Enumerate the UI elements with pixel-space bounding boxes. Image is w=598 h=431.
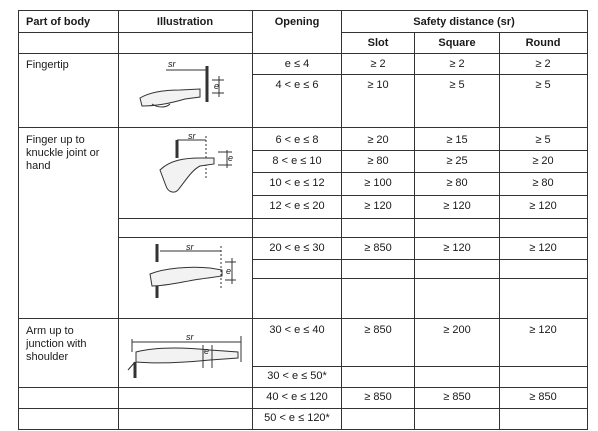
header-round: Round xyxy=(525,37,561,49)
row-9-square: ≥ 850 xyxy=(443,391,471,403)
row-1-opening: 4 < e ≤ 6 xyxy=(275,79,319,91)
row-0-round: ≥ 2 xyxy=(535,58,551,70)
row-4-square: ≥ 80 xyxy=(446,177,468,189)
row-9-round: ≥ 850 xyxy=(529,391,557,403)
sr-label-3: sr xyxy=(186,242,194,252)
row-3-square: ≥ 25 xyxy=(446,155,468,167)
row-5-slot: ≥ 120 xyxy=(364,200,392,212)
row-7-slot: ≥ 850 xyxy=(364,324,392,336)
row-10-opening: 50 < e ≤ 120* xyxy=(264,412,330,424)
row-2-slot: ≥ 20 xyxy=(367,134,389,146)
body-part-fingertip: Fingertip xyxy=(26,59,69,71)
header-slot: Slot xyxy=(367,37,389,49)
body-part-finger: Finger up to knuckle joint or hand xyxy=(26,134,100,172)
hand-illustration xyxy=(160,136,232,192)
row-1-square: ≥ 5 xyxy=(449,79,465,91)
row-1-round: ≥ 5 xyxy=(535,79,551,91)
header-square: Square xyxy=(438,37,476,49)
sr-label-1: sr xyxy=(168,59,176,69)
row-3-round: ≥ 20 xyxy=(532,155,554,167)
row-5-square: ≥ 120 xyxy=(443,200,471,212)
header-part-of-body: Part of body xyxy=(26,16,91,28)
row-2-round: ≥ 5 xyxy=(535,134,551,146)
fingertip-illustration xyxy=(140,66,224,107)
row-4-opening: 10 < e ≤ 12 xyxy=(269,177,325,189)
row-8-opening: 30 < e ≤ 50* xyxy=(267,370,327,382)
row-3-opening: 8 < e ≤ 10 xyxy=(272,155,322,167)
row-0-opening: e ≤ 4 xyxy=(284,58,310,70)
row-4-round: ≥ 80 xyxy=(532,177,554,189)
e-label-3: e xyxy=(226,266,232,276)
row-0-slot: ≥ 2 xyxy=(370,58,386,70)
row-9-opening: 40 < e ≤ 120 xyxy=(266,391,328,403)
row-4-slot: ≥ 100 xyxy=(364,177,392,189)
sr-label-4: sr xyxy=(186,332,194,342)
row-0-square: ≥ 2 xyxy=(449,58,465,70)
row-7-square: ≥ 200 xyxy=(443,324,471,336)
row-6-slot: ≥ 850 xyxy=(364,242,392,254)
header-illustration: Illustration xyxy=(156,16,214,28)
row-3-slot: ≥ 80 xyxy=(367,155,389,167)
row-2-square: ≥ 15 xyxy=(446,134,468,146)
row-1-slot: ≥ 10 xyxy=(367,79,389,91)
header-safety-distance: Safety distance (sr) xyxy=(413,16,515,28)
row-5-round: ≥ 120 xyxy=(529,200,557,212)
row-6-square: ≥ 120 xyxy=(443,242,471,254)
e-label-2: e xyxy=(228,153,234,163)
row-2-opening: 6 < e ≤ 8 xyxy=(275,134,319,146)
row-6-opening: 20 < e ≤ 30 xyxy=(269,242,325,254)
row-7-opening: 30 < e ≤ 40 xyxy=(269,324,325,336)
sr-label-2: sr xyxy=(188,131,196,141)
arm-illustration xyxy=(128,336,241,378)
row-9-slot: ≥ 850 xyxy=(364,391,392,403)
header-opening: Opening xyxy=(274,16,320,28)
body-part-arm: Arm up to junction with shoulder xyxy=(26,325,87,363)
e-label-1: e xyxy=(214,81,220,91)
row-5-opening: 12 < e ≤ 20 xyxy=(269,200,325,212)
e-label-4: e xyxy=(204,346,210,356)
row-6-round: ≥ 120 xyxy=(529,242,557,254)
row-7-round: ≥ 120 xyxy=(529,324,557,336)
